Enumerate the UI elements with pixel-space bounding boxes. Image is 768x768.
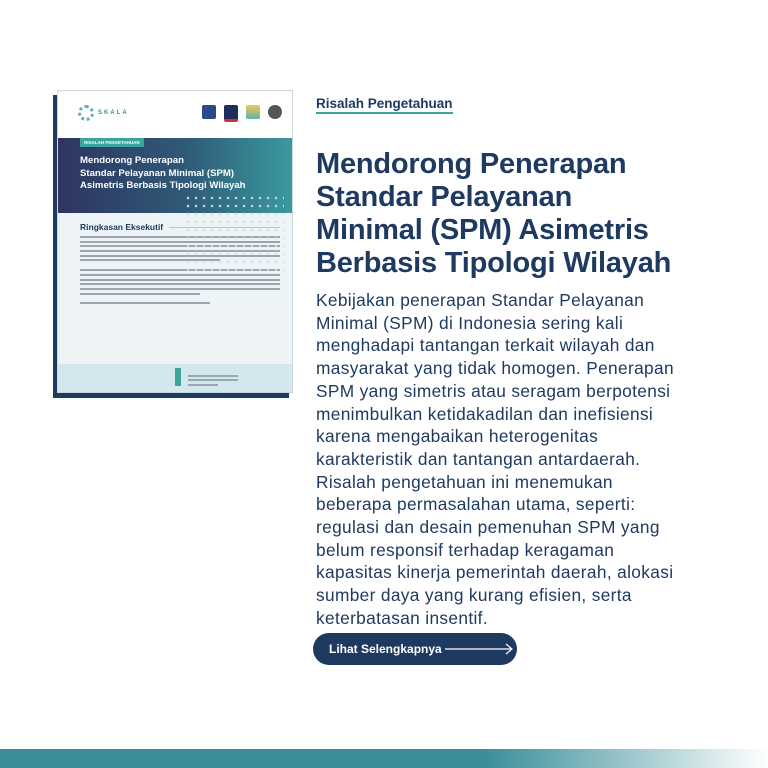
document-footer [58,364,292,392]
summary-line: beberapa permasalahan utama, seperti: [316,494,636,515]
document-title-line: Mendorong Penerapan [80,155,184,166]
summary-text [316,289,674,630]
summary-line: sumber daya yang kurang efisien, serta [316,585,632,606]
skala-logo-icon [78,105,94,121]
title-line: Mendorong Penerapan [316,148,627,180]
partner-logo-icon [268,105,282,119]
document-header [58,91,292,138]
page-title [316,148,671,280]
skala-logo-text: SKALA [98,110,129,116]
section-heading-text: Ringkasan Eksekutif [80,222,164,232]
read-more-label: Lihat Selengkapnya [329,642,442,656]
document-badge: RISALAH PENGETAHUAN [80,138,144,147]
partner-logos [202,105,282,122]
summary-line: belum responsif terhadap keragaman [316,539,615,560]
summary-line: Risalah pengetahuan ini menemukan [316,471,613,492]
summary-line: menimbulkan ketidakadilan dan inefisiensi [316,403,654,424]
summary-line: regulasi dan desain pemenuhan SPM yang [316,517,660,538]
summary-line: keterbatasan insentif. [316,607,488,628]
summary-line: Kebijakan penerapan Standar Pelayanan [316,290,645,310]
partner-logo-icon [224,105,238,122]
partner-logo-icon [246,105,260,119]
arrow-right-icon [444,643,514,655]
summary-line: kapasitas kinerja pemerintah daerah, alokasi [316,562,674,583]
title-line: Standar Pelayanan [316,181,573,213]
title-line: Berbasis Tipologi Wilayah [316,247,672,279]
document-title [80,155,246,193]
decorative-bottom-bar [0,749,768,768]
partner-logo-icon [202,105,216,119]
summary-line: karena mengabaikan heterogenitas [316,426,599,447]
read-more-button[interactable] [313,633,517,665]
summary-line: menghadapi tantangan terkait wilayah dan [316,335,655,356]
title-line: Minimal (SPM) Asimetris [316,214,649,246]
summary-line: SPM yang simetris atau seragam berpotensi [316,380,671,401]
document-title-line: Asimetris Berbasis Tipologi Wilayah [80,180,246,191]
summary-line: masyarakat yang tidak homogen. Penerapan [316,358,674,379]
category-label: Risalah Pengetahuan [316,96,453,114]
summary-line: Minimal (SPM) di Indonesia sering kali [316,312,624,333]
dot-pattern [184,194,284,274]
summary-line: karakteristik dan tantangan antardaerah. [316,448,641,469]
page-tab [175,368,181,386]
skala-logo [78,105,129,121]
document-body [58,213,292,304]
document-title-line: Standar Pelayanan Minimal (SPM) [80,167,235,179]
document-cover-thumbnail[interactable] [57,90,293,393]
